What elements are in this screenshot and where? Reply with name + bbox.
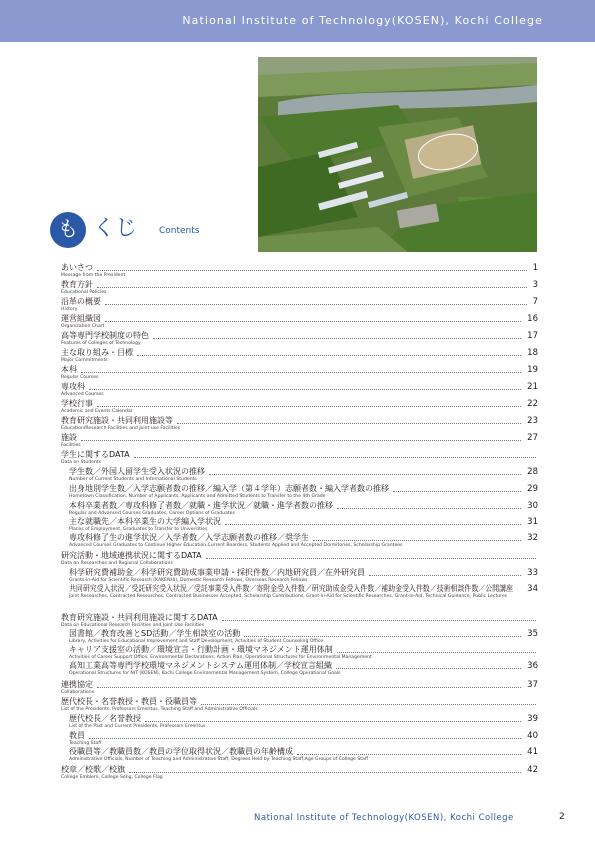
toc-entry[interactable] [61,365,538,375]
toc-entry-page: 21 [527,382,538,392]
header-title: National Institute of Technology(KOSEN), Kochi College [182,14,543,27]
leader-dots [337,508,521,509]
toc-entry-page: 16 [527,314,538,324]
footer-title: National Institute of Technology(KOSEN), Kochi College [254,813,514,823]
toc-entry-title: 本科卒業者数／専攻科修了者数／就職・進学状況／就職・進学者数の推移 [69,501,333,510]
toc-entry-english: Hometown Classification, Number of Applicants, Applicants and Admitted Students to Transfer to the 4th Grade [69,494,326,499]
toc-entry-english: Features of Colleges of Technology [61,341,141,346]
toc-entry-english: Academic and Events Calendar [61,409,133,414]
toc-entry-page: 30 [527,501,538,511]
leader-dots [153,338,521,339]
leader-dots [105,321,521,322]
toc-entry-english: Advanced Courses Graduates to Continue Higher Education,Current Boarders, Students Applied and Accepted Dormitories, Scholarship Grantees [69,543,403,548]
toc-entry-title: 施設 [61,433,77,442]
toc-entry-english: Major Commitments [61,358,108,363]
leader-dots [393,491,521,492]
toc-entry[interactable] [61,280,538,290]
toc-entry[interactable] [61,297,538,307]
toc-entry-title: 出身地別学生数／入学志願者数の推移／編入学（第４学年）志願者数・編入学者数の推移 [69,484,389,493]
toc-entry[interactable] [69,484,538,494]
toc-entry-title: 教育研究施設・共同利用施設等 [61,416,173,425]
toc-entry-title: 高等専門学校制度の特色 [61,331,149,340]
leader-dots [134,457,536,458]
leader-dots [97,287,527,288]
toc-entry-page: 23 [527,416,538,426]
toc-entry-page: 35 [527,629,538,639]
toc-entry-title: 教育方針 [61,280,93,289]
toc-entry-page: 27 [527,433,538,443]
toc-entry[interactable] [61,551,538,561]
toc-entry-english: History [61,307,78,312]
toc-entry-english: Joint Researches, Contracted Researches, Contracted Businesses Accepted, Scholarship Contributions, Grant-in-Aid for Scientific Researches, Grant-in-Aid, Technical Guidance, Public Lectures [69,594,508,599]
toc-entry-page: 28 [527,467,538,477]
toc-entry[interactable] [69,645,538,655]
toc-entry-title: 専攻科 [61,382,85,391]
toc-entry-english: Grants-in-Aid for Scientific Research (KAKENHI), Domestic Research Fellows, Overseas Research Fellows [69,578,308,583]
toc-entry[interactable] [69,714,538,724]
leader-dots [89,389,521,390]
leader-dots [97,687,521,688]
leader-dots [145,721,521,722]
toc-entry-title: 沿革の概要 [61,297,101,306]
toc-entry-title: 研究活動・地域連携状況に関するDATA [61,551,202,560]
leader-dots [337,652,536,653]
toc-entry-page: 19 [527,365,538,375]
toc-entry-english: Number of Current Students and International Students [69,477,197,482]
leader-dots [369,575,521,576]
leader-dots [201,704,536,705]
toc-entry-english: Advanced Courses [61,392,104,397]
toc-entry-page: 7 [532,297,538,307]
toc-entry-english: Education/Research Facilities and Joint use Facilities [61,426,181,431]
toc-entry[interactable] [69,533,538,543]
toc-entry-english: Data on Students [61,460,102,465]
toc-entry[interactable] [69,584,538,594]
page-title: くじ [93,216,138,241]
toc-entry[interactable] [61,450,538,460]
toc-entry-english: Operational Structures for NIT (KOSEN), Kochi College Environmental Management System, College Operational Goals [69,671,341,676]
leader-dots [129,772,521,773]
leader-dots [177,423,521,424]
leader-dots [81,372,521,373]
toc-entry-title: 学生に関するDATA [61,450,130,459]
leader-dots [225,524,521,525]
leader-dots [297,754,521,755]
toc-entry[interactable] [61,416,538,426]
toc-entry-page: 34 [527,584,538,594]
toc-entry[interactable] [61,331,538,341]
toc-entry-english: Regular and Advanced Courses Graduates, Career Options of Graduates [69,511,235,516]
leader-dots [97,270,527,271]
toc-entry-title: 図書館／教育改善とSD活動／学生相談室の活動 [69,629,241,638]
toc-entry-title: 学校行事 [61,399,93,408]
toc-entry-title: 歴代校長／名誉教授 [69,714,141,723]
leader-dots [244,636,521,637]
leader-dots [222,620,536,621]
toc-entry-page: 40 [527,731,538,741]
leader-dots [313,540,521,541]
toc-entry-page: 36 [527,661,538,671]
toc-entry-english: Data on Researches and Regional Collaborations [61,561,173,566]
toc-entry-title: 共同研究受入状況／受託研究受入状況／受託事業受入件数／寄附金受入件数／研究助成金受入件数／補助金受入件数／技術相談件数／公開講座 [69,584,513,593]
toc-entry-english: Data on Educational Research Facilities and Joint Use Facilities [61,623,205,628]
toc-entry-title: 運営組織図 [61,314,101,323]
toc-entry-title: 科学研究費補助金／科学研究費助成事業申請・採択件数／内地研究員／在外研究員 [69,568,365,577]
toc-entry[interactable] [61,399,538,409]
toc-entry[interactable] [69,629,538,639]
leader-dots [105,304,527,305]
leader-dots [209,474,521,475]
toc-entry-english: Collaborations [61,690,95,695]
toc-entry-title: 歴代校長・名誉教授・教員・役職員等 [61,697,197,706]
toc-entry-english: Activities of Career Support Office, Environmental Declarations, Action Plan, Operational Structures for Environmental Management [69,655,372,660]
toc-entry-english: Facilities [61,443,81,448]
toc-entry-english: Places of Employment, Graduates to Transfer to Universities [69,527,208,532]
leader-dots [137,355,521,356]
toc-entry-page: 41 [527,747,538,757]
toc-entry[interactable] [61,613,538,623]
toc-entry-page: 37 [527,680,538,690]
toc-entry[interactable] [61,433,538,443]
toc-entry-english: Educational Policies [61,290,107,295]
leader-dots [89,738,521,739]
toc-entry-title: 教育研究施設・共同利用施設に関するDATA [61,613,218,622]
leader-dots [97,406,521,407]
toc-entry[interactable] [61,680,538,690]
toc-entry-page: 1 [532,263,538,273]
toc-entry-title: 専攻科修了生の進学状況／入学者数／入学志願者数の推移／奨学生 [69,533,309,542]
leader-dots [206,558,536,559]
toc-entry-page: 33 [527,568,538,578]
toc-entry[interactable] [69,568,538,578]
contents-label: Contents [159,226,200,236]
leader-dots [81,440,521,441]
toc-entry[interactable] [69,467,538,477]
toc-entry-title: 主な取り組み・目標 [61,348,133,357]
toc-entry-english: College Emblem, College Song, College Flag [61,775,163,780]
toc-entry-english: Organization Chart [61,324,105,329]
toc-entry[interactable] [69,731,538,741]
toc-entry-title: 本科 [61,365,77,374]
toc-entry-page: 17 [527,331,538,341]
toc-entry-title: 学生数／外国人留学生受入状況の推移 [69,467,205,476]
toc-entry-title: 教員 [69,731,85,740]
toc-entry-english: Teaching Staff [69,741,102,746]
toc-entry[interactable] [69,747,538,757]
title-first-char: も [57,217,79,241]
toc-entry-title: 主な就職先／本科卒業生の大学編入学状況 [69,517,221,526]
toc-entry[interactable] [61,314,538,324]
toc-entry[interactable] [69,501,538,511]
toc-entry-page: 42 [527,765,538,775]
toc-entry-title: 校章／校歌／校旗 [61,765,125,774]
leader-dots [336,668,521,669]
toc-entry-page: 29 [527,484,538,494]
toc-entry-english: List of the Past and Current Presidents, Professors Emeritus [69,724,206,729]
toc-entry-english: Message from the President [61,273,126,278]
toc-entry-page: 32 [527,533,538,543]
toc-entry[interactable] [61,382,538,392]
toc-entry[interactable] [61,697,538,707]
toc-entry[interactable] [69,517,538,527]
toc-entry[interactable] [61,765,538,775]
toc-entry[interactable] [61,348,538,358]
toc-entry-english: Administrative Officials, Number of Teaching and Administrative Staff, Degrees Held by Teaching Staff,Age Groups of College Staff [69,757,369,762]
toc-entry-page: 22 [527,399,538,409]
toc-entry[interactable] [61,263,538,273]
toc-entry-title: 連携協定 [61,680,93,689]
toc-entry-title: あいさつ [61,263,93,272]
toc-entry-page: 18 [527,348,538,358]
toc-entry-title: キャリア支援室の活動／環境宣言・行動計画・環境マネジメント運用体制 [69,645,333,654]
toc-entry-page: 31 [527,517,538,527]
toc-entry-page: 3 [532,280,538,290]
toc-entry-english: Regular Courses [61,375,99,380]
toc-entry[interactable] [69,661,538,671]
toc-entry-english: Library, Activities for Educational Improvement and Staff Development, Activities of Student Counseling Office [69,639,324,644]
toc-entry-english: List of the Presidents, Professors Emeritus, Teaching Staff and Administrative Officials [61,707,258,712]
toc-entry-title: 高知工業高等専門学校環境マネジメントシステム運用体制／学校宣言組織 [69,661,332,670]
page-number: 2 [559,812,565,822]
toc-entry-title: 役職員等／教職員数／教員の学位取得状況／教職員の年齢構成 [69,747,293,756]
toc-entry-page: 39 [527,714,538,724]
